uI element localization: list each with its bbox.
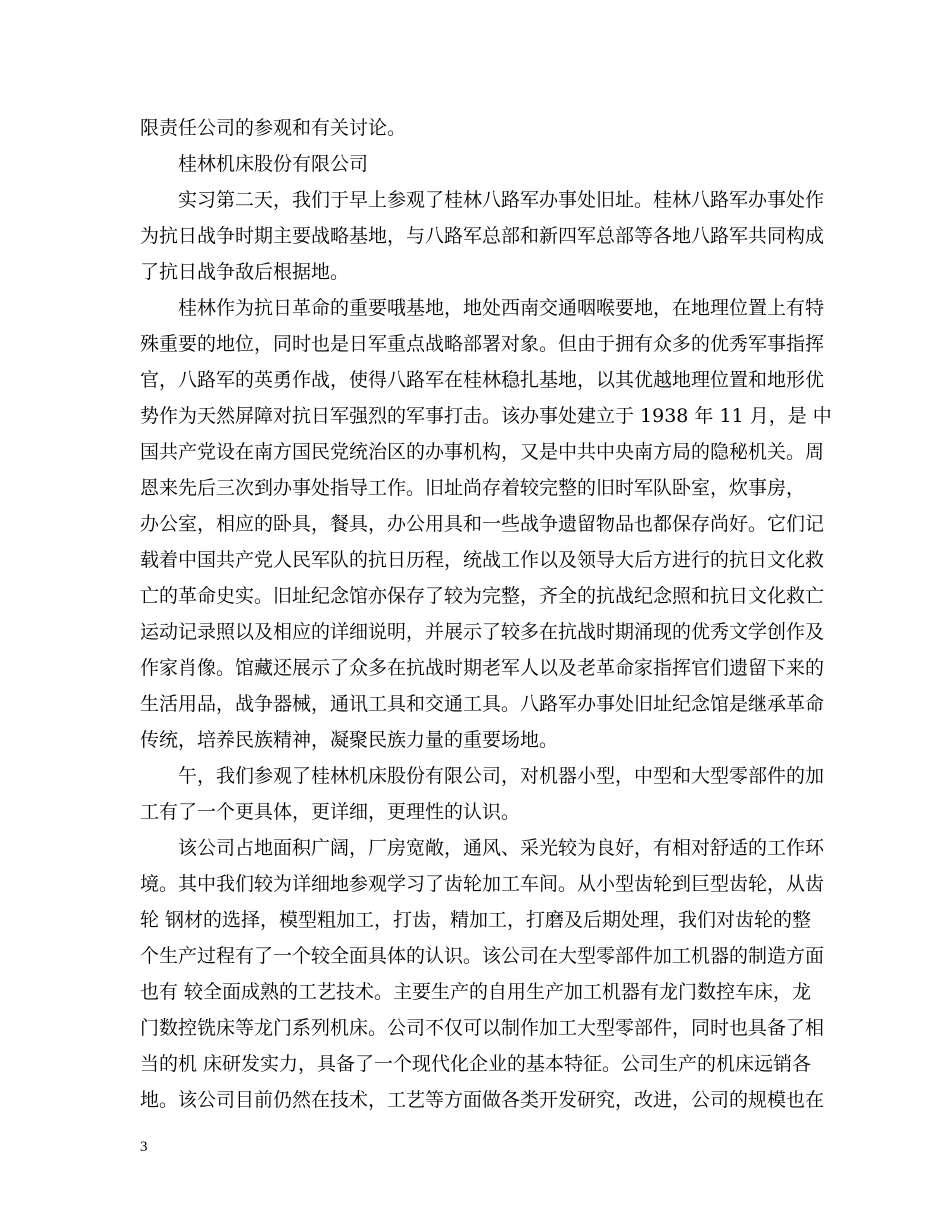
text-line: 轮 钢材的选择，模型粗加工，打齿，精加工，打磨及后期处理，我们对齿轮的整 [140,909,812,931]
text-line: 作家肖像。馆藏还展示了众多在抗战时期老军人以及老革命家指挥官们遗留下来的 [140,657,825,679]
text-line: 办公室，相应的卧具，餐具，办公用具和一些战争遗留物品也都保存尚好。它们记 [140,513,825,535]
text-line: 亡的革命史实。旧址纪念馆亦保存了较为完整，齐全的抗战纪念照和抗日文化救亡 [140,585,825,607]
text-line: 也有 较全面成熟的工艺技术。主要生产的自用生产加工机器有龙门数控车床，龙 [140,981,812,1003]
text-line: 生活用品，战争器械，通讯工具和交通工具。八路军办事处旧址纪念馆是继承革命 [140,693,825,715]
text-line: 为抗日战争时期主要战略基地，与八路军总部和新四军总部等各地八路军共同构成 [140,225,825,247]
text-line: 个生产过程有了一个较全面具体的认识。该公司在大型零部件加工机器的制造方面 [140,945,825,967]
text-line: 载着中国共产党人民军队的抗日历程，统战工作以及领导大后方进行的抗日文化救 [140,549,825,571]
text-line: 运动记录照以及相应的详细说明，并展示了较多在抗战时期涌现的优秀文学创作及 [140,621,825,643]
text-line: 该公司占地面积广阔，厂房宽敞，通风、采光较为良好，有相对舒适的工作环 [178,837,825,859]
text-line: 境。其中我们较为详细地参观学习了齿轮加工车间。从小型齿轮到巨型齿轮，从齿 [140,873,825,895]
text-line: 工有了一个更具体，更详细，更理性的认识。 [140,801,521,823]
text-line: 午，我们参观了桂林机床股份有限公司，对机器小型，中型和大型零部件的加 [178,765,825,787]
text-line: 殊重要的地位，同时也是日军重点战略部署对象。但由于拥有众多的优秀军事指挥 [140,333,825,355]
text-line: 当的机 床研发实力，具备了一个现代化企业的基本特征。公司生产的机床远销各 [140,1053,812,1075]
text-line: 实习第二天，我们于早上参观了桂林八路军办事处旧址。桂林八路军办事处作 [178,189,825,211]
text-line: 传统，培养民族精神，凝聚民族力量的重要场地。 [140,729,559,751]
text-line: 限责任公司的参观和有关讨论。 [140,117,407,139]
text-line: 门数控铣床等龙门系列机床。公司不仅可以制作加工大型零部件，同时也具备了相 [140,1017,825,1039]
text-line: 国共产党设在南方国民党统治区的办事机构，又是中共中央南方局的隐秘机关。周 [140,441,825,463]
text-line: 桂林作为抗日革命的重要哦基地，地处西南交通咽喉要地，在地理位置上有特 [178,297,825,319]
text-line: 地。该公司目前仍然在技术，工艺等方面做各类开发研究，改进，公司的规模也在 [140,1089,825,1111]
section-heading: 桂林机床股份有限公司 [178,153,369,175]
text-line: 官，八路军的英勇作战，使得八路军在桂林稳扎基地，以其优越地理位置和地形优 [140,369,825,391]
text-line: 了抗日战争敌后根据地。 [140,261,350,283]
page-number: 3 [140,1139,148,1155]
text-line: 恩来先后三次到办事处指导工作。旧址尚存着较完整的旧时军队卧室，炊事房， [140,477,806,499]
text-line: 势作为天然屏障对抗日军强烈的军事打击。该办事处建立于 1938 年 11 月，是 中 [140,405,832,427]
